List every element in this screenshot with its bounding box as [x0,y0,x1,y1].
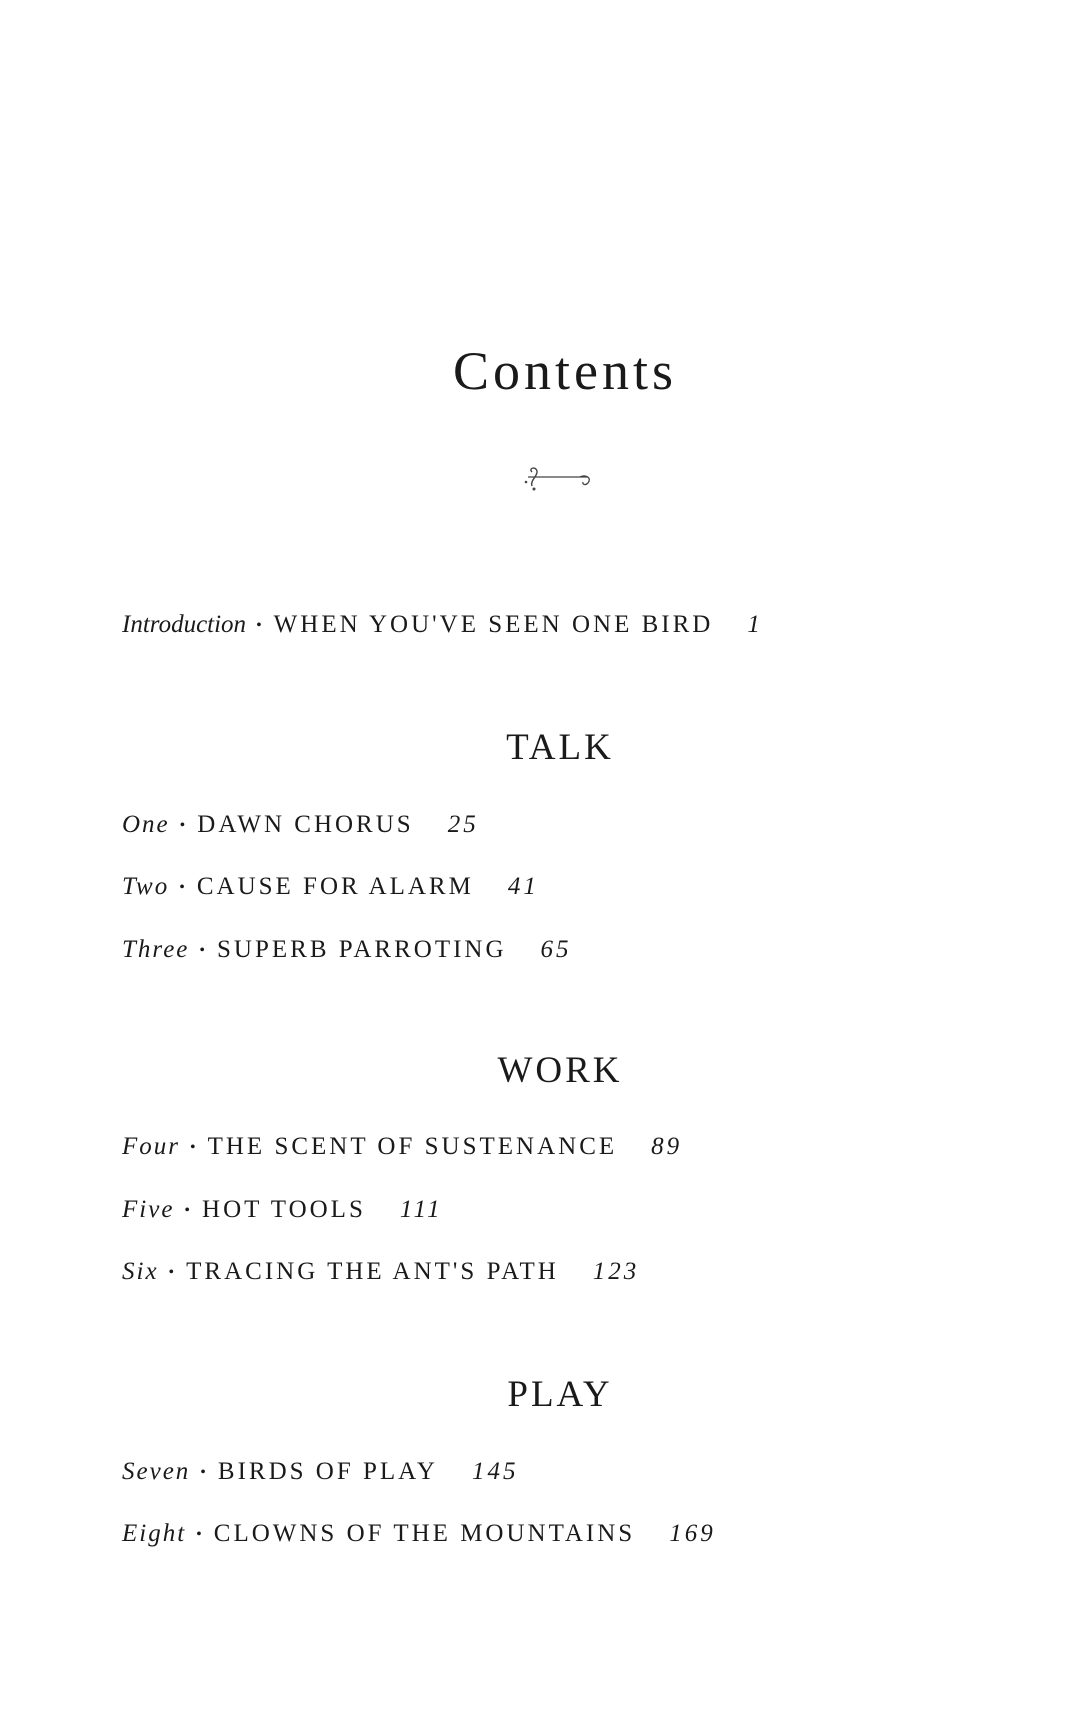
toc-entry-chapter-eight[interactable] [122,1521,716,1546]
bullet-separator-icon: • [256,617,262,635]
page-title: Contents [452,341,677,401]
chapter-number: Two [122,873,170,900]
section-heading-work: WORK [497,1050,623,1091]
bullet-separator-icon: • [196,1526,202,1544]
chapter-title: CAUSE FOR ALARM [196,873,474,900]
chapter-title: TRACING THE ANT'S PATH [186,1258,559,1285]
toc-entry-chapter-three[interactable] [122,937,572,962]
toc-entry-chapter-one[interactable] [122,812,479,837]
chapter-title: HOT TOOLS [202,1196,366,1223]
chapter-page-number: 169 [669,1520,716,1547]
chapter-page-number: 89 [651,1133,683,1160]
chapter-page-number: 25 [447,811,479,838]
chapter-title: BIRDS OF PLAY [217,1458,438,1485]
bullet-separator-icon: • [190,1139,196,1157]
chapter-page-number: 65 [540,936,572,963]
bullet-separator-icon: • [179,879,185,897]
chapter-number: Four [122,1133,180,1160]
entry-label: Introduction [122,611,247,638]
chapter-title: SUPERB PARROTING [217,936,507,963]
bullet-separator-icon: • [179,817,186,835]
chapter-number: Eight [122,1520,187,1547]
chapter-number: Seven [122,1458,191,1485]
toc-entry-chapter-two[interactable] [122,874,539,899]
entry-title: WHEN YOU'VE SEEN ONE BIRD [273,611,714,638]
chapter-page-number: 145 [472,1458,519,1485]
chapter-page-number: 123 [592,1258,640,1285]
toc-entry-chapter-four[interactable] [122,1134,682,1159]
chapter-title: CLOWNS OF THE MOUNTAINS [213,1520,636,1547]
toc-entry-chapter-six[interactable] [122,1259,639,1284]
bullet-separator-icon: • [184,1202,191,1220]
chapter-title: DAWN CHORUS [197,811,414,838]
toc-entry-chapter-seven[interactable] [122,1459,519,1484]
toc-entry-chapter-five[interactable] [122,1197,443,1222]
chapter-number: Five [122,1196,175,1223]
section-heading-play: PLAY [507,1374,613,1415]
toc-entry-introduction[interactable] [122,612,763,637]
section-heading-talk: TALK [506,727,614,768]
bullet-separator-icon: • [200,1464,206,1482]
chapter-page-number: 41 [507,873,539,900]
flourish-ornament-icon [522,462,596,494]
chapter-title: THE SCENT OF SUSTENANCE [207,1133,618,1160]
bullet-separator-icon: • [199,942,206,960]
chapter-number: Six [122,1258,159,1285]
chapter-number: Three [122,936,190,963]
entry-page-number: 1 [747,611,763,638]
chapter-page-number: 111 [399,1196,443,1223]
bullet-separator-icon: • [168,1264,175,1282]
chapter-number: One [122,811,170,838]
